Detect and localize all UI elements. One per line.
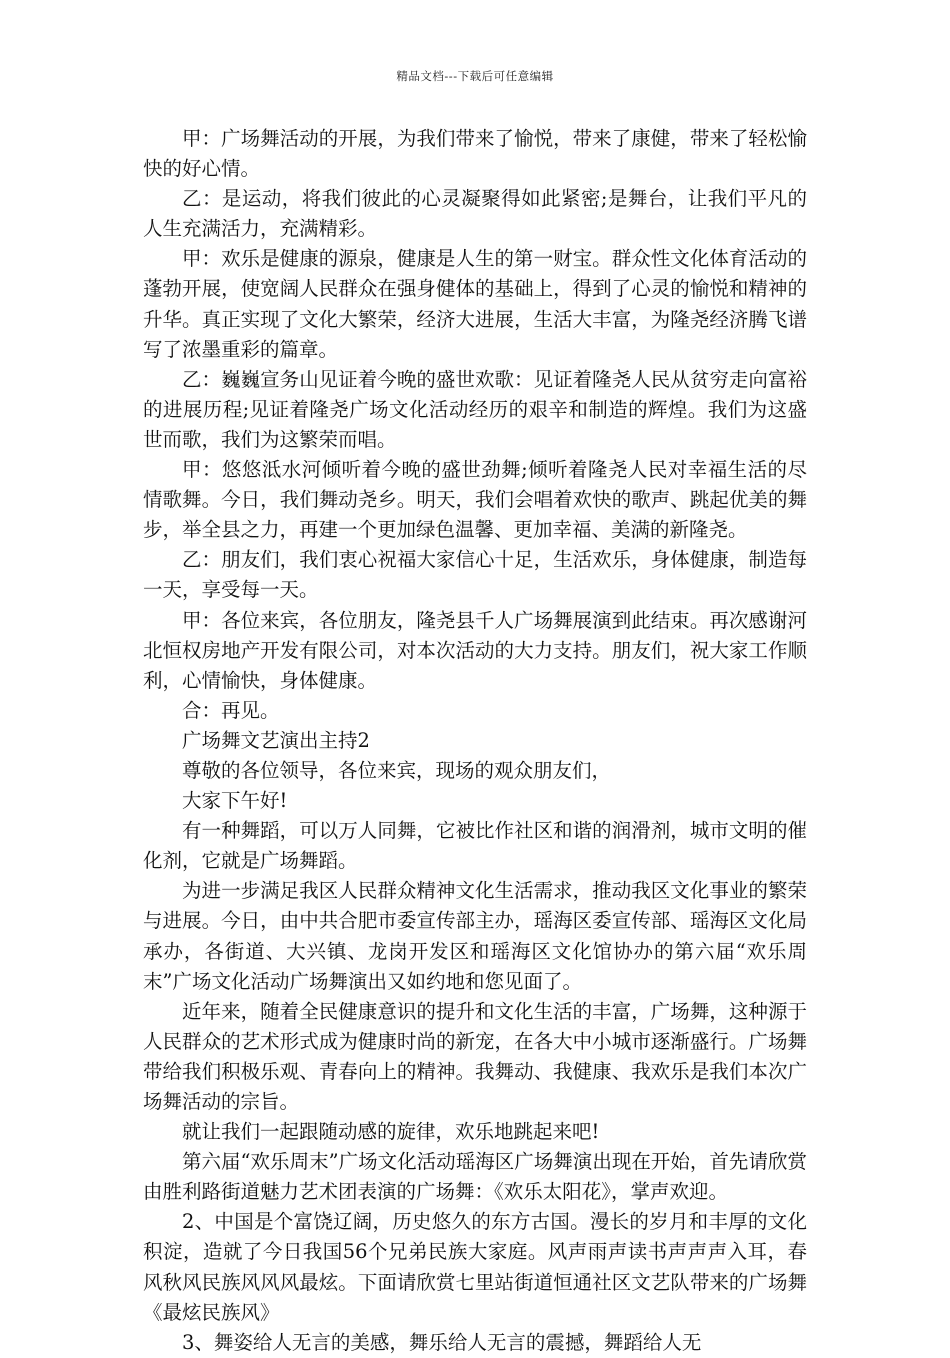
paragraph: 合：再见。	[182, 698, 280, 722]
section-heading: 广场舞文艺演出主持2	[182, 728, 370, 752]
document-body	[143, 124, 807, 1358]
paragraph: 甲：欢乐是健康的源泉，健康是人生的第一财宝。群众性文化体育活动的蓬勃开展，使宽阔人民群众在强身健体的基础上，得到了心灵的愉悦和精神的升华。真正实现了文化大繁荣，经济大进展，生活大丰富，为隆尧经济腾飞谱写了浓墨重彩的篇章。	[143, 247, 807, 361]
paragraph: 2、中国是个富饶辽阔，历史悠久的东方古国。漫长的岁月和丰厚的文化积淀，造就了今日我国56个兄弟民族大家庭。风声雨声读书声声声入耳，春风秋风民族风风风最炫。下面请欣赏七里站街道恒通社区文艺队带来的广场舞《最炫民族风》	[143, 1210, 807, 1324]
page-header: 精品文档---下载后可任意编辑	[396, 69, 554, 83]
paragraph: 3、舞姿给人无言的美感，舞乐给人无言的震撼，舞蹈给人无	[182, 1330, 702, 1354]
paragraph: 乙：是运动，将我们彼此的心灵凝聚得如此紧密;是舞台，让我们平凡的人生充满活力，充满精彩。	[143, 187, 807, 241]
paragraph: 为进一步满足我区人民群众精神文化生活需求，推动我区文化事业的繁荣与进展。今日，由中共合肥市委宣传部主办，瑶海区委宣传部、瑶海区文化局承办，各街道、大兴镇、龙岗开发区和瑶海区文化馆协办的第六届“欢乐周末”广场文化活动广场舞演出又如约地和您见面了。	[143, 879, 807, 993]
paragraph: 第六届“欢乐周末”广场文化活动瑶海区广场舞演出现在开始，首先请欣赏由胜利路街道魅力艺术团表演的广场舞：《欢乐太阳花》，掌声欢迎。	[143, 1150, 807, 1204]
paragraph: 甲：各位来宾，各位朋友，隆尧县千人广场舞展演到此结束。再次感谢河北恒权房地产开发有限公司，对本次活动的大力支持。朋友们，祝大家工作顺利，心情愉快，身体健康。	[143, 608, 807, 692]
paragraph: 有一种舞蹈，可以万人同舞，它被比作社区和谐的润滑剂，城市文明的催化剂，它就是广场舞蹈。	[143, 819, 807, 873]
paragraph: 就让我们一起跟随动感的旋律，欢乐地跳起来吧!	[182, 1120, 600, 1144]
paragraph: 乙：巍巍宣务山见证着今晚的盛世欢歌：见证着隆尧人民从贫穷走向富裕的进展历程;见证着隆尧广场文化活动经历的艰辛和制造的辉煌。我们为这盛世而歌，我们为这繁荣而唱。	[143, 367, 807, 451]
paragraph: 乙：朋友们，我们衷心祝福大家信心十足，生活欢乐，身体健康，制造每一天，享受每一天。	[143, 548, 807, 602]
paragraph: 甲：悠悠泜水河倾听着今晚的盛世劲舞;倾听着隆尧人民对幸福生活的尽情歌舞。今日，我们舞动尧乡。明天，我们会唱着欢快的歌声、跳起优美的舞步，举全县之力，再建一个更加绿色温馨、更加幸福、美满的新隆尧。	[143, 458, 807, 542]
paragraph: 近年来，随着全民健康意识的提升和文化生活的丰富，广场舞，这种源于人民群众的艺术形式成为健康时尚的新宠，在各大中小城市逐渐盛行。广场舞带给我们积极乐观、青春向上的精神。我舞动、我健康、我欢乐是我们本次广场舞活动的宗旨。	[143, 999, 807, 1113]
paragraph: 大家下午好!	[182, 789, 288, 813]
paragraph: 甲：广场舞活动的开展，为我们带来了愉悦，带来了康健，带来了轻松愉快的好心情。	[143, 127, 807, 181]
paragraph: 尊敬的各位领导，各位来宾，现场的观众朋友们，	[182, 758, 612, 782]
